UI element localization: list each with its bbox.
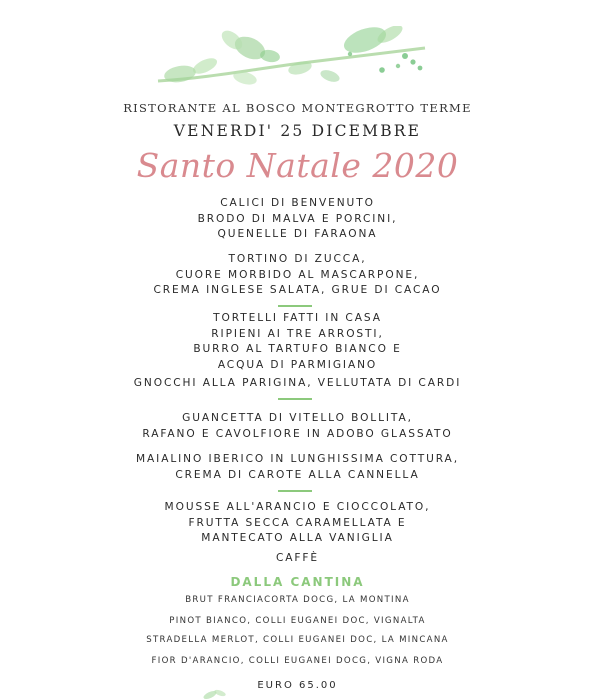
course-line: BURRO AL TARTUFO BIANCO E [193, 343, 402, 356]
menu-title: Santo Natale 2020 [136, 146, 459, 185]
course-line: GNOCCHI ALLA PARIGINA, VELLUTATA DI CARDI [133, 377, 462, 389]
coffee: CAFFÈ [275, 552, 320, 564]
course-line: TORTINO DI ZUCCA, [228, 253, 367, 265]
divider [278, 490, 312, 492]
leaf-sprig-icon [200, 688, 230, 699]
course-line: BRODO DI MALVA E PORCINI, [197, 212, 398, 225]
divider [278, 305, 312, 307]
course-6 [0, 452, 595, 483]
course-line: CUORE MORBIDO AL MASCARPONE, [175, 268, 420, 281]
course-line: GUANCETTA DI VITELLO BOLLITA, [182, 412, 413, 424]
course-line: RIPIENI AI TRE ARROSTI, [211, 327, 384, 340]
wine-item: FIOR D'ARANCIO, COLLI EUGANEI DOCG, VIGNA RODA [151, 656, 444, 666]
course-line: CALICI DI BENVENUTO [220, 197, 375, 209]
restaurant-name: RISTORANTE AL BOSCO MONTEGROTTO TERME [123, 101, 472, 115]
course-5 [0, 411, 595, 442]
cantina-heading: DALLA CANTINA [230, 575, 365, 589]
course-1 [0, 196, 595, 243]
course-line: ACQUA DI PARMIGIANO [217, 358, 378, 371]
course-line: MANTECATO ALLA VANIGLIA [201, 532, 394, 545]
course-line: TORTELLI FATTI IN CASA [213, 312, 382, 324]
wine-item: PINOT BIANCO, COLLI EUGANEI DOC, VIGNALTA [169, 616, 426, 626]
course-4 [0, 376, 595, 392]
course-line: MAIALINO IBERICO IN LUNGHISSIMA COTTURA, [136, 453, 459, 465]
course-line: MOUSSE ALL'ARANCIO E CIOCCOLATO, [164, 501, 431, 513]
course-line: CREMA DI CAROTE ALLA CANNELLA [175, 468, 420, 481]
course-2 [0, 252, 595, 299]
course-line: CREMA INGLESE SALATA, GRUE DI CACAO [153, 284, 442, 297]
wine-item: STRADELLA MERLOT, COLLI EUGANEI DOC, LA MINCANA [146, 635, 449, 645]
divider [278, 398, 312, 400]
wine-item: BRUT FRANCIACORTA DOCG, LA MONTINA [185, 595, 410, 605]
course-line: FRUTTA SECCA CARAMELLATA E [188, 516, 407, 529]
price: EURO 65.00 [257, 680, 338, 691]
course-3 [0, 311, 595, 373]
event-date: VENERDI' 25 DICEMBRE [173, 122, 422, 140]
leaf-branch-icon [150, 26, 435, 96]
course-7 [0, 500, 595, 547]
course-line: RAFANO E CAVOLFIORE IN ADOBO GLASSATO [142, 427, 453, 440]
course-line: QUENELLE DI FARAONA [217, 228, 378, 241]
